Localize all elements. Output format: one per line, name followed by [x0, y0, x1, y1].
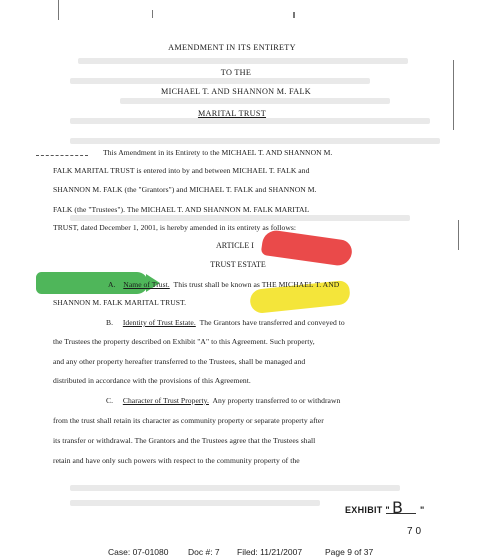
footer-doc: Doc #: 7	[188, 547, 220, 557]
scan-mark	[293, 12, 295, 18]
exhibit-underline	[386, 513, 416, 514]
bleed-through-line	[78, 58, 408, 64]
section-c-line: its transfer or withdrawal. The Grantors and the Trustees agree that the Trustees shall	[53, 436, 316, 445]
section-b-line: the Trustees the property described on Exhibit "A" to this Agreement. Such property,	[53, 337, 315, 346]
article-title: ARTICLE I	[216, 241, 254, 250]
bleed-through-line	[70, 485, 400, 491]
intro-line: This Amendment in its Entirety to the MICHAEL T. AND SHANNON M.	[103, 148, 333, 157]
document-title-line: MICHAEL T. AND SHANNON M. FALK	[161, 87, 311, 96]
intro-line: SHANNON M. FALK (the "Grantors") and MICHAEL T. FALK and SHANNON M.	[53, 185, 317, 194]
section-letter: C.	[106, 396, 114, 405]
section-heading: Identity of Trust Estate.	[122, 318, 196, 327]
section-c-line: from the trust shall retain its character as community property or separate property after	[53, 416, 324, 425]
section-a	[108, 280, 339, 289]
section-text: Any property transferred to or withdrawn	[212, 396, 341, 405]
article-subtitle: TRUST ESTATE	[210, 260, 266, 269]
handwritten-page-number: 70	[407, 526, 425, 537]
section-b-line: and any other property hereafter transferred to the Trustees, shall be managed and	[53, 357, 306, 366]
section-b	[106, 318, 345, 327]
section-heading: Character of Trust Property.	[122, 396, 209, 405]
section-text: The Grantors have transferred and conveyed to	[199, 318, 345, 327]
bleed-through-line	[120, 98, 390, 104]
intro-line: FALK MARITAL TRUST is entered into by and between MICHAEL T. FALK and	[53, 166, 310, 175]
bleed-through-line	[70, 138, 440, 144]
scan-mark	[58, 0, 59, 20]
intro-line: FALK (the "Trustees"). The MICHAEL T. AND SHANNON M. FALK MARITAL	[53, 205, 310, 214]
section-heading: Name of Trust.	[123, 280, 170, 289]
section-c-line: retain and have only such powers with respect to the community property of the	[53, 456, 300, 465]
section-b-line: distributed in accordance with the provisions of this Agreement.	[53, 376, 251, 385]
bleed-through-line	[70, 215, 410, 221]
bleed-through-line	[70, 78, 370, 84]
scan-mark	[152, 10, 153, 18]
footer-page: Page 9 of 37	[325, 547, 374, 557]
bleed-through-line	[70, 500, 320, 506]
bleed-through-line	[70, 118, 430, 124]
exhibit-label: EXHIBIT "	[345, 505, 390, 515]
document-title-line: MARITAL TRUST	[197, 109, 267, 118]
intro-line: TRUST, dated December 1, 2001, is hereby amended in its entirety as follows:	[53, 223, 297, 232]
section-a-line: SHANNON M. FALK MARITAL TRUST.	[53, 298, 187, 307]
exhibit-close-quote: "	[420, 505, 425, 515]
margin-dash	[36, 155, 88, 156]
section-letter: B.	[106, 318, 114, 327]
exhibit-letter: B	[392, 498, 403, 517]
footer-filed: Filed: 11/21/2007	[237, 547, 303, 557]
exhibit-stamp	[345, 505, 390, 515]
document-title-line: TO THE	[220, 68, 252, 77]
section-c	[106, 396, 340, 405]
document-title: AMENDMENT IN ITS ENTIRETY	[168, 43, 296, 52]
footer-case: Case: 07-01080	[108, 547, 169, 557]
section-text: This trust shall be known as THE MICHAEL T. AND	[173, 280, 340, 289]
section-letter: A.	[108, 280, 116, 289]
